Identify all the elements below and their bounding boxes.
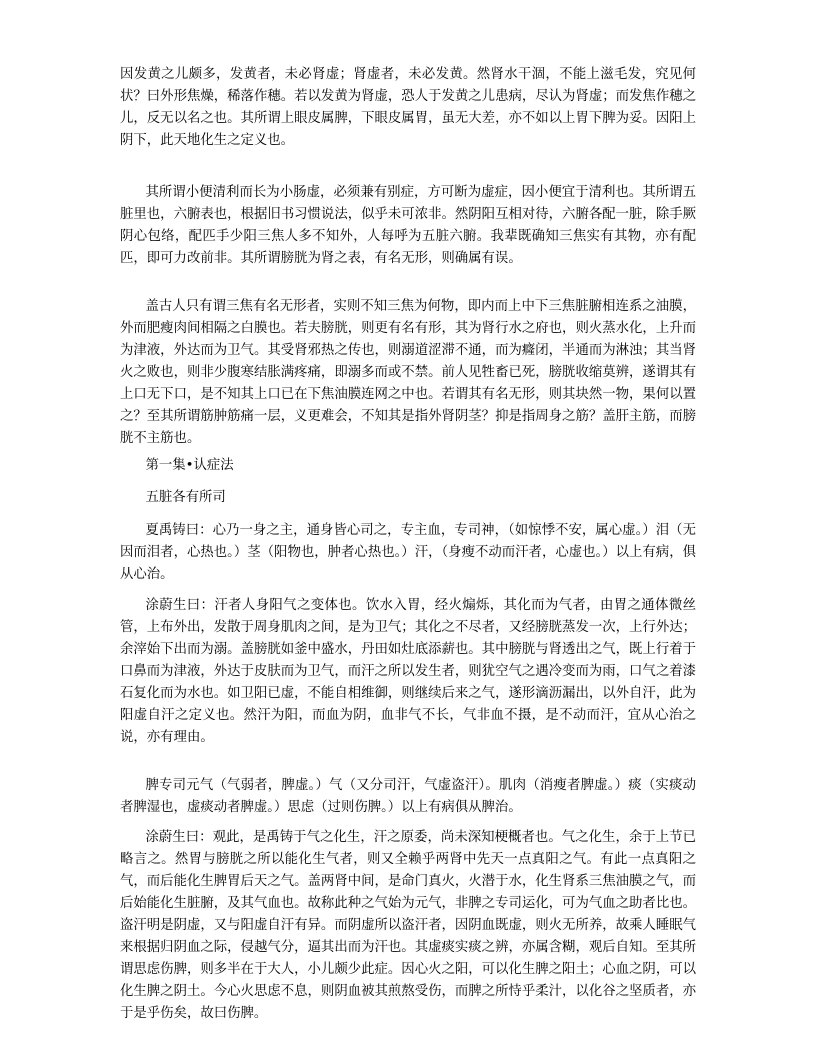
paragraph-text: 脾专司元气（气弱者，脾虚。）气（又分司汗，气虚盗汗）。肌肉（消瘦者脾虚。）痰（实痰动者脾湿也，虚痰动者脾虚。）思虑（过则伤脾。）以上有病俱从脾治。: [120, 778, 696, 815]
body-paragraph-6: [120, 775, 696, 819]
paragraph-text: 涂蔚生曰：汗者人身阳气之变体也。饮水入胃，经火煽烁，其化而为气者，由胃之通体微丝管，上布外出，发散于周身肌肉之间，是为卫气；其化之不尽者，又经膀胱蒸发一次，上行外达；余滓始下出而为溺。盖膀胱如釜中盛水，丹田如灶底添薪也。其中膀胱与肾透出之气，既上行着于口鼻而为津液，外达于皮肤而为卫气，而汗之所以发生者，则犹空气之遇冷变而为雨，口气之着漆石复化而为水也。如卫阳已虚，不能自相维御，则继续后来之气，遂形滴沥漏出，以外自汗，此为阳虚自汗之定义也。然汗为阳，而血为阴，血非气不长，气非血不摄，是不动而汗，宜从心治之说，亦有理由。: [120, 598, 696, 745]
body-paragraph-4: [120, 520, 696, 586]
paragraph-text: 涂蔚生曰：观此，是禹铸于气之化生，汗之原委，尚未深知梗概者也。气之化生，余于上节已略言之。然胃与膀胱之所以能化生气者，则又全赖乎两肾中先天一点真阳之气。有此一点真阳之气，而后能化生脾胃后天之气。盖两肾中间，是命门真火，火潜于水，化生肾系三焦油膜之气，而后始能化生脏腑，及其气血也。故称此种之气始为元气，非脾之专司运化，可为气血之助者比也。盗汗明是阴虚，又与阳虚自汗有异。而阴虚所以盗汗者，因阴血既虚，则火无所养，故乘人睡眠气来根据归阴血之际，侵越气分，逼其出而为汗也。其虚痰实痰之辨，亦属含糊，观后自知。至其所谓思虑伤脾，则多半在于大人，小儿颇少此症。因心火之阳，可以化生脾之阳土；心血之阴，可以化生脾之阴土。今心火思虑不息，则阴血被其煎熬受伤，而脾之所恃乎柔汁，以化谷之坚质者，亦于是乎伤矣，故曰伤脾。: [120, 830, 696, 1021]
body-paragraph-1: [120, 64, 696, 152]
body-paragraph-3: [120, 296, 696, 450]
paragraph-text: 其所谓小便清利而长为小肠虚，必须兼有别症，方可断为虚症，因小便宜于清利也。其所谓五脏里也，六腑表也，根据旧书习惯说法，似乎未可浓非。然阴阳互相对待，六腑各配一脏，除手厥阴心包络，配匹手少阳三焦人多不知外，人每呼为五脏六腑。我辈既确知三焦实有其物，亦有配匹，即可力改前非。其所谓膀胱为肾之表，有名无形，则确属有误。: [120, 185, 696, 266]
section-heading: [120, 455, 696, 477]
paragraph-text: 盖古人只有谓三焦有名无形者，实则不知三焦为何物，即内而上中下三焦脏腑相连系之油膜，外而肥瘦肉间相隔之白膜也。若夫膀胱，则更有名有形，其为肾行水之府也，则火蒸水化，上升而为津液，外达而为卫气。其受肾邪热之传也，则溺道涩滞不通，而为癃闭，半通而为淋浊；其当肾火之败也，则非少腹寒结胀满疼痛，即溺多而或不禁。前人见牲畜已死，膀胱收缩莫辨，遂谓其有上口无下口，是不知其上口已在下焦油膜连网之中也。若谓其有名无形，则其块然一物，果何以置之？至其所谓筋肿筋痛一层，义更难会，不知其是指外肾阴茎？抑是指周身之筋？盖肝主筋，而膀胱不主筋也。: [120, 299, 696, 446]
heading-text: 第一集•认症法: [145, 458, 234, 473]
subsection-heading: [120, 487, 696, 509]
paragraph-text: 夏禹铸曰：心乃一身之主，通身皆心司之，专主血，专司神，（如惊悸不安，属心虚。）泪（无因而泪者，心热也。）茎（阳物也，肿者心热也。）汗，（身瘦不动而汗者，心虚也。）以上有病，俱从心治。: [120, 523, 696, 582]
body-paragraph-7: [120, 827, 696, 1025]
paragraph-text: 因发黄之儿颇多，发黄者，未必肾虚；肾虚者，未必发黄。然肾水干涸，不能上滋毛发，究见何状？曰外形焦燥，稀落作穗。若以发黄为肾虚，恐人于发黄之儿患病，尽认为肾虚；而发焦作穗之儿，反无以名之也。其所谓上眼皮属脾，下眼皮属胃，虽无大差，亦不如以上胃下脾为妥。因阳上阴下，此天地化生之定义也。: [120, 67, 696, 148]
body-paragraph-2: [120, 182, 696, 270]
subheading-text: 五脏各有所司: [145, 490, 226, 505]
body-paragraph-5: [120, 595, 696, 749]
